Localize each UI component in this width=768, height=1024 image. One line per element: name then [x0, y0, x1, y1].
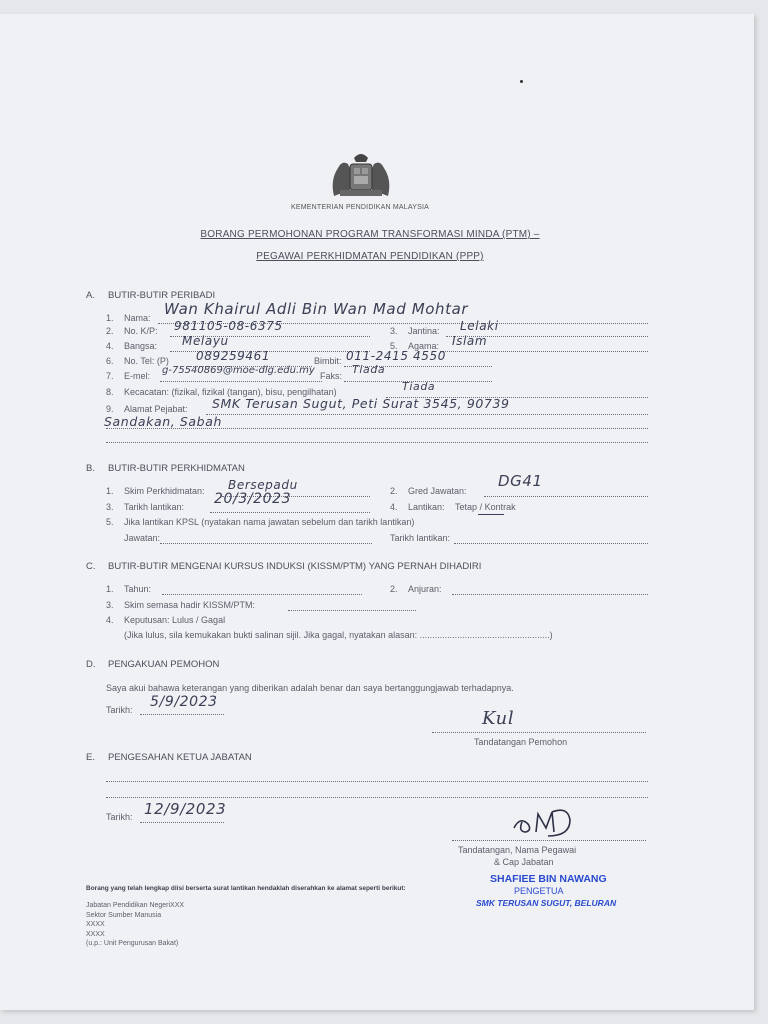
field-kp-label: 2. No. K/P: — [106, 326, 158, 336]
declaration-date-line — [140, 714, 224, 715]
field-jantina-label: 3. Jantina: — [390, 326, 440, 336]
section-b-heading: B. BUTIR-BUTIR PERKHIDMATAN — [86, 463, 245, 474]
field-tarikh-lantikan-value[interactable]: 20/3/2023 — [214, 491, 292, 507]
declaration-date-value[interactable]: 5/9/2023 — [150, 694, 218, 710]
section-c-heading: C. BUTIR-BUTIR MENGENAI KURSUS INDUKSI (KISSM/PTM) YANG PERNAH DIHADIRI — [86, 561, 482, 572]
stamp-name: SHAFIEE BIN NAWANG — [490, 873, 607, 885]
field-tel-value[interactable]: 089259461 — [196, 349, 271, 363]
field-tarikh-lantikan-kpsl-label: Tarikh lantikan: — [390, 533, 451, 543]
field-nama-label: 1. Nama: — [106, 313, 151, 323]
footer-address-line: Sektor Sumber Manusia — [86, 911, 162, 919]
endorsement-date-label: Tarikh: — [106, 812, 133, 822]
field-email-value[interactable]: g-75540869@moe-dlg.edu.my — [162, 365, 315, 376]
section-e-heading: E. PENGESAHAN KETUA JABATAN — [86, 752, 252, 763]
endorsement-date-line — [140, 822, 224, 823]
field-alamat-label: 9. Alamat Pejabat: — [106, 404, 188, 414]
footer-address-line: Jabatan Pendidikan NegeriXXX — [86, 902, 185, 909]
head-of-department-signature-icon — [506, 802, 576, 842]
field-skim-value[interactable]: Bersepadu — [228, 478, 298, 492]
field-alamat-value[interactable]: SMK Terusan Sugut, Peti Surat 3545, 90739 — [212, 396, 510, 411]
field-kecacatan-value[interactable]: Tiada — [402, 380, 436, 393]
field-gred-line — [484, 496, 648, 497]
field-kpsl-label: 5. Jika lantikan KPSL (nyatakan nama jawatan sebelum dan tarikh lantikan) — [106, 517, 415, 527]
declaration-statement: Saya akui bahawa keterangan yang diberikan adalah benar dan saya bertanggungjawab terhadapnya. — [106, 683, 514, 693]
endorsement-line-2 — [106, 797, 648, 798]
field-keputusan-label: 4. Keputusan: Lulus / Gagal — [106, 615, 226, 625]
field-agama-line — [440, 351, 648, 352]
section-d-heading: D. PENGAKUAN PEMOHON — [86, 659, 220, 670]
footer-address — [86, 901, 184, 949]
field-tarikh-lantikan-label: 3. Tarikh lantikan: — [106, 502, 185, 512]
field-alamat-value2[interactable]: Sandakan, Sabah — [104, 414, 222, 429]
field-skim-semasa-label: 3. Skim semasa hadir KISSM/PTM: — [106, 600, 256, 610]
tetap-underline — [478, 514, 504, 515]
malaysia-crest-icon — [326, 150, 396, 198]
field-tarikh-line — [210, 512, 370, 513]
field-anjuran-label: 2. Anjuran: — [390, 584, 442, 594]
field-bimbit-value[interactable]: 011-2415 4550 — [346, 349, 446, 363]
field-email-label: 7. E-mel: — [106, 371, 151, 381]
field-gred-label: 2. Gred Jawatan: — [390, 486, 467, 496]
field-kp-value[interactable]: 981105-08-6375 — [174, 319, 283, 333]
applicant-signature: Kul — [482, 708, 515, 729]
declaration-date-label: Tarikh: — [106, 705, 133, 715]
field-faks-label: Faks: — [320, 371, 343, 381]
scan-speck — [520, 80, 523, 83]
endorsement-line-1 — [106, 781, 648, 782]
field-bimbit-label: Bimbit: — [314, 356, 342, 366]
field-skim-label: 1. Skim Perkhidmatan: — [106, 486, 205, 496]
footer-instruction: Borang yang telah lengkap diisi berserta surat lantikan hendaklah diserahkan ke alamat seperti berikut: — [86, 885, 406, 892]
field-tarikh-lantikan-kpsl-line — [454, 543, 648, 544]
applicant-signature-label: Tandatangan Pemohon — [474, 737, 568, 747]
field-jawatan-label: Jawatan: — [124, 533, 161, 543]
field-keputusan-note: (Jika lulus, sila kemukakan bukti salinan sijil. Jika gagal, nyatakan alasan: ....................................................) — [124, 630, 553, 640]
section-a-heading: A. BUTIR-BUTIR PERIBADI — [86, 290, 216, 301]
field-bangsa-label: 4. Bangsa: — [106, 341, 158, 351]
applicant-signature-line — [432, 732, 646, 733]
endorsement-date-value[interactable]: 12/9/2023 — [144, 800, 227, 818]
field-tel-label: 6. No. Tel: (P) — [106, 356, 169, 366]
field-lantikan-label: 4. Lantikan: Tetap / Kontrak — [390, 502, 516, 512]
field-tahun-line — [162, 594, 362, 595]
ministry-name: KEMENTERIAN PENDIDIKAN MALAYSIA — [291, 204, 429, 211]
field-alamat-line3 — [106, 442, 648, 443]
field-agama-value[interactable]: Islam — [452, 334, 488, 348]
field-bangsa-value[interactable]: Melayu — [182, 334, 229, 348]
field-faks-value[interactable]: Tiada — [352, 363, 386, 376]
footer-address-line: XXXX — [86, 930, 105, 938]
field-tahun-label: 1. Tahun: — [106, 584, 152, 594]
field-jawatan-line — [160, 543, 372, 544]
form-title-line1: BORANG PERMOHONAN PROGRAM TRANSFORMASI MINDA (PTM) – — [200, 229, 540, 240]
field-anjuran-line — [452, 594, 648, 595]
field-kecacatan-label: 8. Kecacatan: (fizikal, fizikal (tangan), bisu, pengilhatan) — [106, 387, 337, 397]
field-agama-label: 5. Agama: — [390, 341, 440, 351]
field-gred-value[interactable]: DG41 — [498, 472, 543, 490]
footer-address-line: XXXX — [86, 921, 105, 928]
field-jantina-value[interactable]: Lelaki — [460, 319, 499, 333]
endorsement-sign-label-1: Tandatangan, Nama Pegawai — [458, 845, 577, 855]
endorsement-signature-line — [452, 840, 646, 841]
endorsement-sign-label-2: & Cap Jabatan — [494, 857, 554, 867]
field-email-line — [160, 381, 322, 382]
field-lantikan-value[interactable]: Tetap / Kontrak — [455, 502, 516, 512]
stamp-school: SMK TERUSAN SUGUT, BELURAN — [476, 898, 617, 908]
form-title-line2: PEGAWAI PERKHIDMATAN PENDIDIKAN (PPP) — [256, 251, 484, 262]
field-skim-semasa-line — [288, 610, 416, 611]
stamp-title: PENGETUA — [514, 886, 564, 896]
field-alamat-line — [206, 414, 648, 415]
footer-address-line: (u.p.: Unit Pengurusan Bakat) — [86, 940, 179, 947]
field-nama-value[interactable]: Wan Khairul Adli Bin Wan Mad Mohtar — [164, 300, 469, 318]
